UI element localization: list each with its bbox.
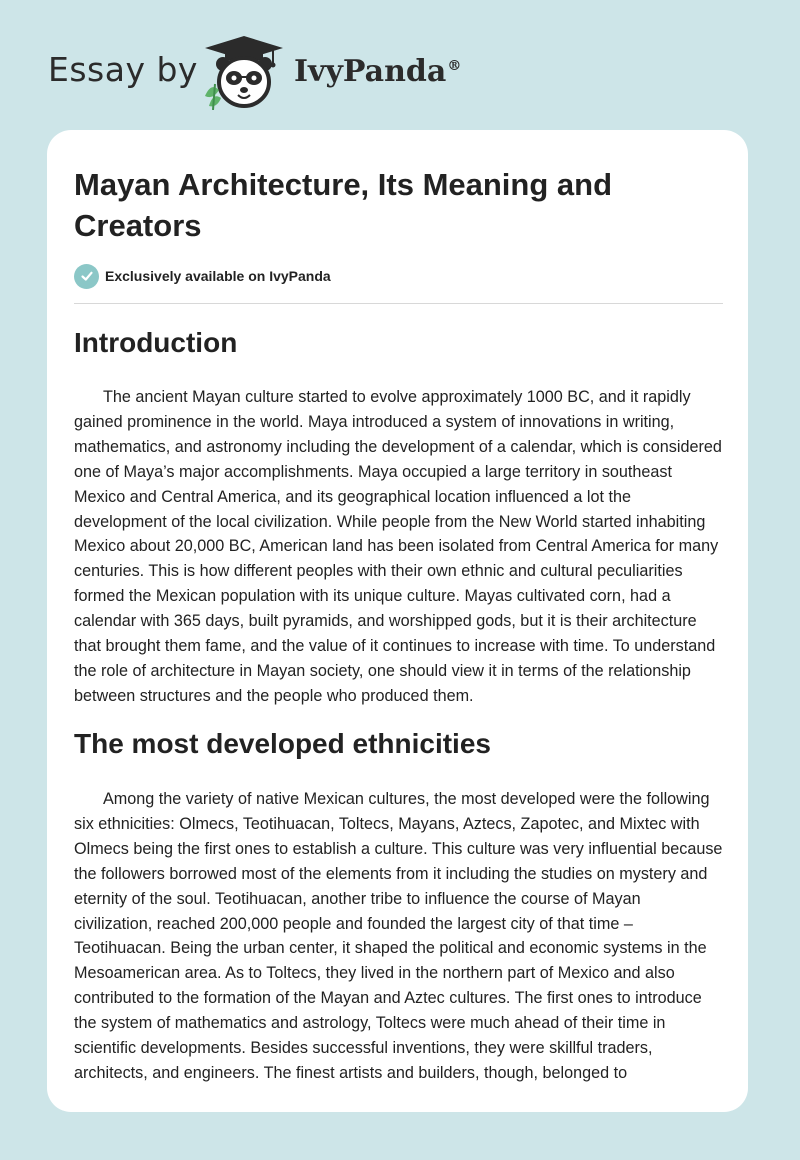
essay-by-label: Essay by (48, 50, 198, 89)
check-icon (74, 264, 99, 289)
exclusive-badge-text: Exclusively available on IvyPanda (105, 268, 331, 284)
title-divider (74, 303, 723, 304)
essay-title: Mayan Architecture, Its Meaning and Creators (74, 167, 613, 243)
panda-logo-icon (203, 34, 285, 110)
section-paragraph-ethnicities: Among the variety of native Mexican cultures, the most developed were the following six ethnicities: Olmecs, Teotihuacan, Toltecs, Mayans, Aztecs, Zapotec, and Mixtec with Olmecs being the first ones to establish a culture. This culture was very influential because the followers borrowed most of the elements from it including the studies on mystery and eternity of the soul. Teotihuacan, another tribe to influence the course of Mayan civilization, reached 200,000 people and founded the largest city of that time – Teotihuacan. Being the urban center, it shaped the political and economic systems in the Mesoamerican area. As to Toltecs, they lived in the northern part of Mexico and also contributed to the formation of the Mayan and Aztec cultures. The first ones to introduce the system of mathematics and astrology, Toltecs were much ahead of their time in scientific developments. Besides successful inventions, they were skillful traders, architects, and engineers. The finest artists and builders, though, belonged to (74, 790, 723, 1082)
essay-card (47, 130, 748, 1112)
registered-mark: ® (447, 58, 462, 74)
brand-text: IvyPanda (294, 54, 447, 89)
brand-name (294, 54, 461, 89)
site-header (48, 30, 488, 110)
section-paragraph-introduction: The ancient Mayan culture started to evolve approximately 1000 BC, and it rapidly gained prominence in the world. Maya introduced a system of innovations in writing, mathematics, and astronomy including the development of a calendar, which is considered one of Maya’s major accomplishments. Maya occupied a large territory in southeast Mexico and Central America, and its geographical location influenced a lot the development of the local civilization. While people from the New World started inhabiting Mexico about 20,000 BC, American land has been isolated from Central America for many centuries. This is how different peoples with their own ethnic and cultural peculiarities formed the Mexican population with its unique culture. Mayas cultivated corn, had a calendar with 365 days, built pyramids, and worshipped gods, but it is their architecture that brought them fame, and the value of it continues to increase with time. To understand the role of architecture in Mayan society, one should view it in terms of the relationship between structures and the people who produced them. (74, 388, 722, 705)
exclusive-badge (74, 263, 331, 289)
section-heading-introduction: Introduction (74, 327, 238, 358)
section-heading-ethnicities: The most developed ethnicities (74, 728, 491, 759)
